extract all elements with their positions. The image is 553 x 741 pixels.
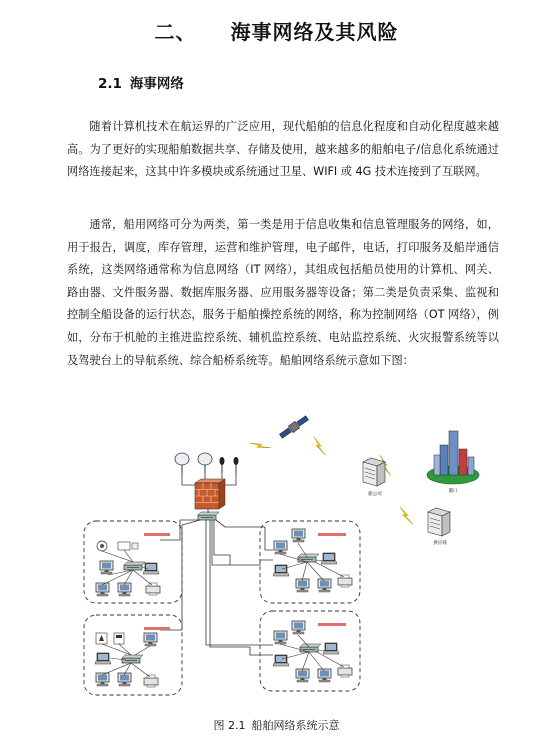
lan-3-devices bbox=[273, 529, 352, 592]
shore-port-label: 港口 bbox=[448, 489, 458, 494]
computer-icon bbox=[100, 561, 113, 574]
computer-icon bbox=[292, 621, 305, 634]
computer-icon bbox=[143, 563, 159, 574]
supplier-label: 供应商 bbox=[433, 541, 447, 546]
computer-icon bbox=[274, 541, 287, 554]
switch-icon bbox=[298, 554, 319, 562]
chapter-title-text: 海事网络及其风险 bbox=[230, 20, 399, 44]
lan-4-devices bbox=[273, 621, 352, 682]
section-title bbox=[98, 72, 184, 92]
section-title-text: 海事网络 bbox=[129, 76, 184, 92]
antenna-icon bbox=[220, 457, 239, 473]
printer-icon bbox=[144, 675, 158, 687]
computer-icon bbox=[318, 579, 331, 592]
printer-icon bbox=[338, 575, 352, 587]
computer-icon bbox=[323, 643, 339, 654]
city-icon bbox=[427, 431, 479, 484]
switch-icon bbox=[300, 644, 321, 652]
firewall-icon bbox=[195, 479, 225, 509]
satellite-dish-icon bbox=[175, 453, 212, 473]
lightning-link-icon bbox=[250, 437, 417, 524]
figure-caption-number: 图 2.1 bbox=[213, 719, 246, 732]
switch-icon bbox=[124, 562, 145, 570]
computer-icon bbox=[144, 633, 157, 646]
switch-icon bbox=[198, 512, 219, 520]
section-number: 2.1 bbox=[98, 76, 122, 92]
computer-icon bbox=[273, 565, 289, 576]
paragraph: 随着计算机技术在航运界的广泛应用，现代船舶的信息化程度和自动化程度越来越高。为了更好的实现船舶数据共享、存储及使用，越来越多的船舶电子/信息化系统通过网络连接起来，这其中许多模块或系统通过卫星、WIFI 或 4G 技术连接到了互联网。 bbox=[67, 120, 499, 179]
figure-caption-text: 船舶网络系统示意 bbox=[251, 719, 340, 732]
shipping-company-label: 船公司 bbox=[368, 492, 382, 497]
lan-2-devices bbox=[95, 633, 158, 687]
computer-icon bbox=[296, 669, 309, 682]
satellite-icon bbox=[279, 415, 310, 439]
computer-icon bbox=[95, 653, 111, 664]
computer-icon bbox=[296, 579, 309, 592]
computer-icon bbox=[273, 655, 289, 666]
computer-icon bbox=[118, 583, 131, 596]
figure-caption bbox=[0, 717, 553, 733]
computer-icon bbox=[274, 631, 287, 644]
printer-icon bbox=[146, 583, 160, 595]
ship-network-diagram bbox=[60, 415, 500, 705]
switch-icon bbox=[122, 655, 143, 663]
paragraph: 通常，船用网络可分为两类，第一类是用于信息收集和信息管理服务的网络，如，用于报告，调度，库存管理，运营和维护管理，电子邮件，电话，打印服务及船岸通信系统，这类网络通常称为信息网络（IT 网络），其组成包括船员使用的计算机、网关、路由器、文件服务器、数据库服务器、应用服务器等设备；第二类是负责采集、监视和控制全船设备的运行状态，服务于船舶操控系统的网络，称为控制网络（OT 网络），例如，分布于机舱的主推进监控系统、辅机监控系统、电站监控系统、火灾报警系统等以及驾驶台上的导航系统、综合船桥系统等。船舶网络系统示意如下图： bbox=[67, 218, 499, 367]
chapter-title bbox=[0, 16, 553, 45]
chapter-number: 二、 bbox=[154, 20, 197, 44]
computer-icon bbox=[292, 529, 305, 542]
printer-icon bbox=[338, 665, 352, 677]
lan-1-devices bbox=[96, 541, 160, 596]
computer-icon bbox=[318, 669, 331, 682]
computer-icon bbox=[321, 553, 337, 564]
computer-icon bbox=[118, 673, 131, 686]
